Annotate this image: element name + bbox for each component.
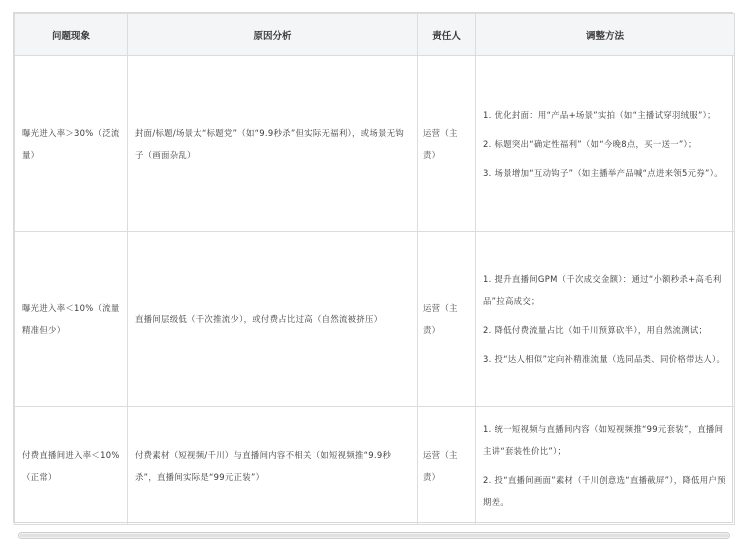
header-method: 调整方法 [476, 14, 735, 56]
problem-cell: 曝光进入率＞30%（泛流量） [15, 56, 128, 232]
method-item: 2. 标题突出“确定性福利”（如“今晚8点，买一送一”）； [483, 138, 697, 149]
adjustment-table [14, 13, 735, 525]
header-cause: 原因分析 [128, 14, 418, 56]
table-container [13, 12, 733, 523]
scrollbar-thumb[interactable] [20, 534, 728, 537]
problem-cell: 曝光进入率＜10%（流量精准但少） [15, 232, 128, 407]
method-item: 2. 投“直播间画面”素材（千川创意选“直播截屏”），降低用户预期差。 [483, 475, 726, 507]
owner-cell: 运营（主责） [418, 56, 476, 232]
method-item: 3. 场景增加“互动钩子”（如主播举产品喊“点进来领5元券”）。 [483, 167, 723, 178]
method-list [483, 104, 727, 184]
owner-cell: 运营（主责） [418, 232, 476, 407]
method-list [483, 418, 727, 513]
method-cell [476, 56, 735, 232]
method-cell [476, 407, 735, 525]
method-item: 3. 投“达人相似”定向补精准流量（选同品类、同价格带达人）。 [483, 354, 726, 364]
table-row [15, 232, 735, 407]
table-header-row [15, 14, 735, 56]
horizontal-scrollbar[interactable] [18, 532, 730, 539]
cause-cell: 付费素材（短视频/千川）与直播间内容不相关（如短视频推“9.9秒杀”，直播间实际是“99元正装”） [128, 407, 418, 525]
method-item: 1. 统一短视频与直播间内容（如短视频推“99元套装”，直播间主讲“套装性价比”）； [483, 424, 724, 456]
header-problem: 问题现象 [15, 14, 128, 56]
table-row [15, 407, 735, 525]
table-row [15, 56, 735, 232]
method-item: 1. 提升直播间GPM（千次成交金额）：通过“小额秒杀+高毛利品”拉高成交； [483, 274, 722, 306]
method-item: 1. 优化封面：用“产品+场景”实拍（如“主播试穿羽绒服”）； [483, 109, 716, 120]
header-owner: 责任人 [418, 14, 476, 56]
method-cell [476, 232, 735, 407]
method-list [483, 268, 727, 370]
owner-cell: 运营（主责） [418, 407, 476, 525]
method-item: 2. 降低付费流量占比（如千川预算砍半），用自然流测试； [483, 325, 708, 335]
problem-cell: 付费直播间进入率＜10%（正常） [15, 407, 128, 525]
cause-cell: 封面/标题/场景太“标题党”（如“9.9秒杀”但实际无福利），或场景无钩子（画面杂乱） [128, 56, 418, 232]
cause-cell: 直播间层级低（千次推流少），或付费占比过高（自然流被挤压） [128, 232, 418, 407]
